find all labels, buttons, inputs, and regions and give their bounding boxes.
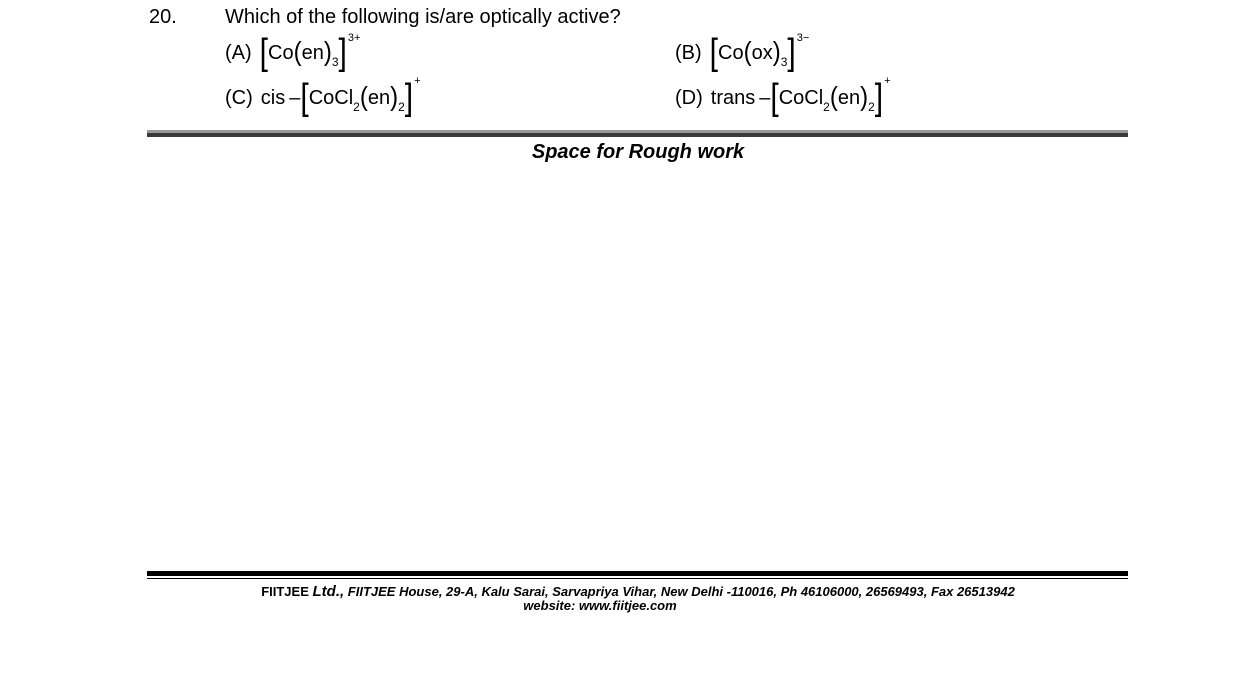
open-bracket: [	[770, 76, 779, 118]
open-bracket: [	[300, 76, 309, 118]
close-paren: )	[772, 37, 781, 68]
open-paren: (	[359, 82, 368, 113]
open-bracket: [	[259, 31, 269, 73]
close-paren: )	[860, 82, 869, 113]
metal: CoCl	[308, 86, 354, 109]
ligand-count: 2	[398, 100, 405, 114]
option-b	[675, 33, 809, 73]
question-number: 20.	[149, 6, 177, 28]
option-label: (C)	[225, 86, 253, 109]
metal: CoCl	[778, 86, 824, 109]
chloride-count: 2	[353, 100, 360, 114]
ligand: en	[837, 86, 861, 109]
isomer-prefix: cis	[260, 86, 286, 109]
ligand-count: 2	[868, 100, 875, 114]
open-bracket: [	[709, 31, 719, 73]
isomer-prefix: trans	[710, 86, 756, 109]
close-paren: )	[323, 37, 332, 68]
complex-charge: +	[884, 75, 891, 87]
prefix-dash: –	[289, 86, 301, 109]
divider-footer-thick	[147, 571, 1128, 576]
option-a	[225, 33, 360, 73]
rough-work-heading: Space for Rough work	[531, 141, 745, 163]
prefix-dash: –	[759, 86, 771, 109]
open-paren: (	[829, 82, 838, 113]
metal: Co	[718, 41, 744, 64]
footer-address: FIITJEE House, 29-A, Kalu Sarai, Sarvapriya Vihar, New Delhi -110016, Ph 46106000, 26569493, Fax 26513942	[347, 584, 1015, 599]
option-c	[225, 75, 421, 118]
close-bracket: ]	[338, 31, 347, 73]
footer-website: website: www.fiitjee.com	[523, 598, 677, 613]
complex-charge: +	[414, 75, 421, 87]
close-bracket: ]	[787, 31, 796, 73]
ligand: ox	[751, 41, 773, 64]
close-bracket: ]	[404, 76, 414, 118]
ligand-count: 3	[780, 55, 788, 69]
open-paren: (	[743, 37, 752, 68]
ligand: en	[301, 41, 324, 64]
divider-top-dark	[147, 133, 1128, 137]
question-text: Which of the following is/are optically active?	[225, 6, 621, 28]
footer-brand: FIITJEE	[261, 584, 309, 599]
ligand-count: 3	[331, 55, 339, 69]
option-d	[675, 75, 891, 118]
footer-ltd: Ltd.,	[312, 583, 345, 600]
option-label: (A)	[225, 41, 252, 64]
ligand: en	[367, 86, 391, 109]
option-label: (B)	[675, 41, 702, 64]
open-paren: (	[293, 37, 302, 68]
option-label: (D)	[675, 86, 703, 109]
complex-charge: 3−	[796, 32, 810, 44]
metal: Co	[268, 41, 294, 64]
chloride-count: 2	[823, 100, 830, 114]
close-bracket: ]	[874, 76, 884, 118]
close-paren: )	[390, 82, 399, 113]
complex-charge: 3+	[347, 32, 361, 44]
divider-footer-thin	[147, 578, 1128, 579]
